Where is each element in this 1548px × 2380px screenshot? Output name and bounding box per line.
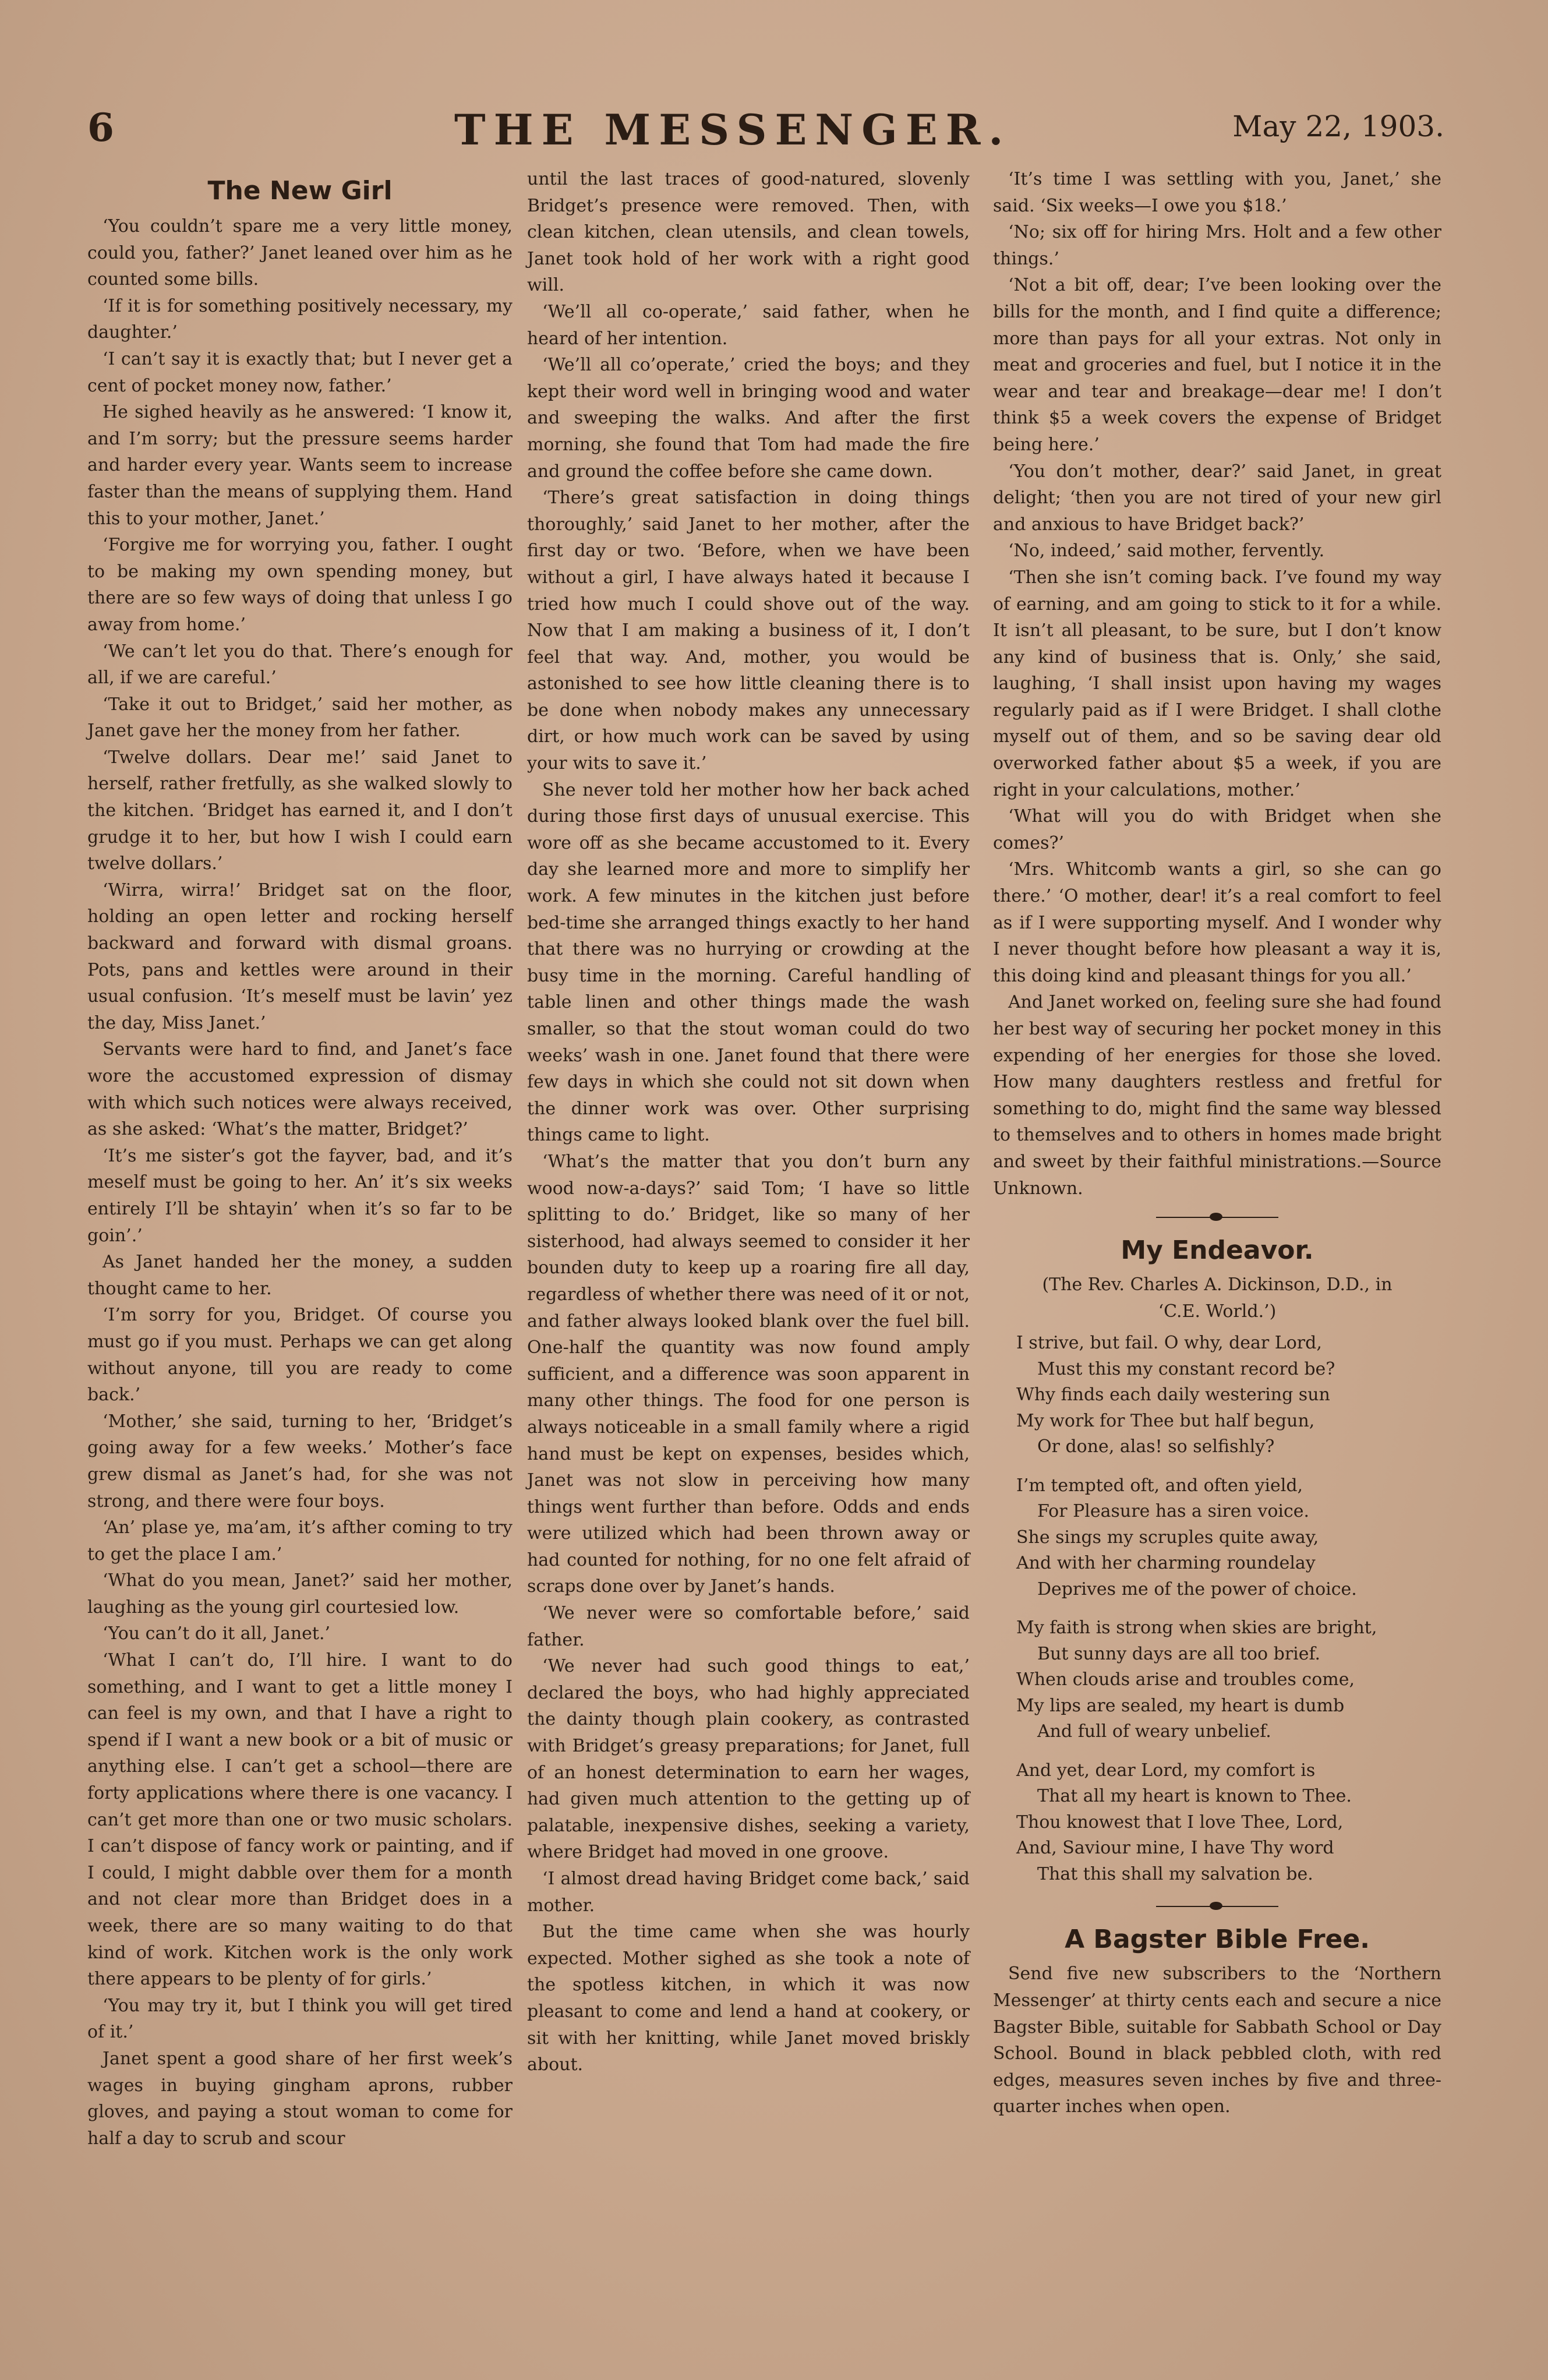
poem-line: But sunny days are all too brief. <box>1037 1643 1321 1664</box>
poem-line: And full of weary unbelief. <box>1037 1721 1271 1742</box>
story-paragraph: ‘I can’t say it is exactly that; but I never get a cent of pocket money now, father.’ <box>87 348 513 396</box>
poem-line: Must this my constant record be? <box>1037 1358 1335 1379</box>
poem-title: My Endeavor. <box>1121 1235 1314 1266</box>
story-paragraph: ‘No; six off for hiring Mrs. Holt and a few other things.’ <box>993 222 1441 269</box>
story-paragraph: ‘We’ll all co’operate,’ cried the boys; and they kept their word well in bringing wood and water and sweeping the walks. And after the first morning, she found that Tom had made the fire and ground the coffee before she came down. <box>527 355 970 482</box>
poem-stanza <box>993 1330 1441 1460</box>
story-paragraph: Servants were hard to find, and Janet’s face wore the accustomed expression of dismay with which such notices were always received, as she asked: ‘What’s the matter, Bridget?’ <box>87 1039 513 1140</box>
story-paragraph: ‘I almost dread having Bridget come back,’ said mother. <box>527 1869 970 1916</box>
section-divider <box>1156 1900 1278 1913</box>
story-continuation <box>993 166 1441 1202</box>
masthead <box>87 105 1444 169</box>
story-paragraph: ‘An’ plase ye, ma’am, it’s afther coming to try to get the place I am.’ <box>87 1517 513 1565</box>
story-paragraph: ‘Wirra, wirra!’ Bridget sat on the floor, holding an open letter and rocking herself backward and forward with dismal groans. Pots, pans and kettles were around in their usual confusion. ‘It’s meself must be lavin’ yez the day, Miss Janet.’ <box>87 880 513 1033</box>
story-paragraph: until the last traces of good-natured, slovenly Bridget’s presence were removed. Then, with clean kitchen, clean utensils, and clean towels, Janet took hold of her work with a right good will. <box>527 169 970 296</box>
paper-title: THE MESSENGER. <box>454 105 1012 154</box>
story-paragraph: ‘Then she isn’t coming back. I’ve found my way of earning, and am going to stick to it for a while. It isn’t all pleasant, to be sure, but I don’t know any kind of business that is. Only,’ she said, laughing, ‘I shall insist upon having my wages regularly paid as if I were Bridget. I shall clothe myself out of them, and so be saving dear old overworked father about $5 a week, if you are right in your calculations, mother.’ <box>993 567 1441 800</box>
poem-line: And yet, dear Lord, my comfort is <box>1016 1760 1316 1781</box>
story-paragraph: ‘You can’t do it all, Janet.’ <box>103 1623 331 1644</box>
story-paragraph: ‘It’s time I was settling with you, Janet,’ she said. ‘Six weeks—I owe you $18.’ <box>993 169 1441 216</box>
poem-body <box>993 1330 1441 1887</box>
poem-line: She sings my scruples quite away, <box>1016 1527 1319 1548</box>
story-paragraph: ‘We never were so comfortable before,’ said father. <box>527 1603 970 1650</box>
poem-line: Why finds each daily westering sun <box>1016 1385 1330 1406</box>
story-paragraph: ‘We can’t let you do that. There’s enough for all, if we are careful.’ <box>87 641 513 688</box>
poem-line: Thou knowest that I love Thee, Lord, <box>1016 1812 1344 1832</box>
story-paragraph: ‘Take it out to Bridget,’ said her mother, as Janet gave her the money from her father. <box>87 694 513 741</box>
poem-byline <box>993 1272 1441 1325</box>
story-paragraph: ‘We never had such good things to eat,’ declared the boys, who had highly appreciated the dainty though plain cookery, as contrasted with Bridget’s greasy preparations; for Janet, full of an honest determination to earn her wages, had given much attention to the getting up of palatable, inexpensive dishes, seeking a variety, where Bridget had moved in one groove. <box>527 1656 970 1863</box>
story-paragraph: As Janet handed her the money, a sudden thought came to her. <box>87 1252 513 1299</box>
story-paragraph: But the time came when she was hourly expected. Mother sighed as she took a note of the spotless kitchen, in which it was now pleasant to come and lend a hand at cookery, or sit with her knitting, while Janet moved briskly about. <box>527 1922 970 2075</box>
poem-line: My lips are sealed, my heart is dumb <box>1016 1695 1345 1716</box>
story-title: The New Girl <box>207 176 393 206</box>
poem-line: I strive, but fail. O why, dear Lord, <box>1016 1333 1322 1354</box>
story-paragraph: Janet spent a good share of her first week’s wages in buying gingham aprons, rubber gloves, and paying a stout woman to come for half a day to scrub and scour <box>87 2048 513 2149</box>
column-2 <box>527 166 970 2078</box>
story-paragraph: ‘What will you do with Bridget when she comes?’ <box>993 806 1441 853</box>
poem-line: And with her charming roundelay <box>1016 1553 1316 1574</box>
story-paragraph: ‘I’m sorry for you, Bridget. Of course you must go if you must. Perhaps we can get along without anyone, till you are ready to come back.’ <box>87 1305 513 1406</box>
column-1 <box>87 169 513 2152</box>
page-number: 6 <box>87 105 114 150</box>
story-paragraph: ‘Twelve dollars. Dear me!’ said Janet to herself, rather fretfully, as she walked slowly to the kitchen. ‘Bridget has earned it, and I don’t grudge it to her, but how I wish I could earn twelve dollars.’ <box>87 747 513 874</box>
story-paragraph: ‘We’ll all co-operate,’ said father, when he heard of her intention. <box>527 301 970 349</box>
story-paragraph: ‘What do you mean, Janet?’ said her mother, laughing as the young girl courtesied low. <box>87 1570 513 1618</box>
story-paragraph: ‘What I can’t do, I’ll hire. I want to do something, and I want to get a little money I can feel is my own, and that I have a right to spend if I want a new book or a bit of music or anything else. I can’t get a school—there are forty applications where there is one vacancy. I can’t get more than one or two music scholars. I can’t dispose of fancy work or painting, and if I could, I might dabble over them for a month and not clear more than Bridget does in a week, there are so many waiting to do that kind of work. Kitchen work is the only work there appears to be plenty of for girls.’ <box>87 1650 513 1990</box>
story-paragraph: And Janet worked on, feeling sure she had found her best way of securing her pocket money in this expending of her energies for those she loved. How many daughters restless and fretful for something to do, might find the same way blessed to themselves and to others in homes made bright and sweet by their faithful ministrations.—Source Unknown. <box>993 992 1441 1199</box>
poem-line: Or done, alas! so selfishly? <box>1037 1436 1275 1457</box>
story-paragraph: ‘Mrs. Whitcomb wants a girl, so she can go there.’ ‘O mother, dear! it’s a real comfort to feel as if I were supporting myself. And I wonder why I never thought before how pleasant a way it is, this doing kind and pleasant things for you all.’ <box>993 859 1441 986</box>
column-3 <box>993 166 1441 2120</box>
poem-byline-line-2: ‘C.E. World.’) <box>1158 1301 1277 1322</box>
poem-line: My work for Thee but half begun, <box>1016 1410 1315 1431</box>
poem-line: Deprives me of the power of choice. <box>1037 1579 1357 1599</box>
story-paragraph: ‘Forgive me for worrying you, father. I ought to be making my own spending money, but there are so few ways of doing that unless I go away from home.’ <box>87 535 513 635</box>
poem-line: My faith is strong when skies are bright, <box>1016 1618 1377 1639</box>
story-paragraph: He sighed heavily as he answered: ‘I know it, and I’m sorry; but the pressure seems harder and harder every year. Wants seem to increase faster than the means of supplying them. Hand this to your mother, Janet.’ <box>87 402 513 529</box>
notice-body: Send five new subscribers to the ‘Northern Messenger’ at thirty cents each and secure a nice Bagster Bible, suitable for Sabbath School or Day School. Bound in black pebbled cloth, with red edges, measures seven inches by five and three-quarter inches when open. <box>993 1964 1441 2117</box>
section-divider <box>1156 1211 1278 1224</box>
story-paragraph: ‘It’s me sister’s got the fayver, bad, and it’s meself must be going to her. An’ it’s six weeks entirely I’ll be shtayin’ when it’s so far to be goin’.’ <box>87 1145 513 1246</box>
poem-byline-line-1: (The Rev. Charles A. Dickinson, D.D., in <box>1042 1274 1393 1295</box>
poem-line: I’m tempted oft, and often yield, <box>1016 1475 1303 1496</box>
story-paragraph: ‘Mother,’ she said, turning to her, ‘Bridget’s going away for a few weeks.’ Mother’s face grew dismal as Janet’s had, for she was not strong, and there were four boys. <box>87 1411 513 1512</box>
story-paragraph: ‘You don’t mother, dear?’ said Janet, in great delight; ‘then you are not tired of your new girl and anxious to have Bridget back?’ <box>993 461 1441 535</box>
poem-stanza <box>993 1473 1441 1603</box>
story-paragraph: ‘There’s great satisfaction in doing things thoroughly,’ said Janet to her mother, after the first day or two. ‘Before, when we have been without a girl, I have always hated it because I tried how much I could shove out of the way. Now that I am making a business of it, I don’t feel that way. And, mother, you would be astonished to see how little cleaning there is to be done when nobody makes any unnecessary dirt, or how much work can be saved by using your wits to save it.’ <box>527 488 970 774</box>
story-paragraph: ‘Not a bit off, dear; I’ve been looking over the bills for the month, and I find quite a difference; more than pays for all your extras. Not only in meat and groceries and fuel, but I notice it in the wear and tear and breakage—dear me! I don’t think $5 a week covers the expense of Bridget being here.’ <box>993 275 1441 455</box>
story-paragraph: She never told her mother how her back ached during those first days of unusual exercise. This wore off as she became accustomed to it. Every day she learned more and more to simplify her work. A few minutes in the kitchen just before bed-time she arranged things exactly to her hand that there was no hurrying or crowding at the busy time in the morning. Careful handling of table linen and other things made the wash smaller, so that the stout woman could do two weeks’ wash in one. Janet found that there were few days in which she could not sit down when the dinner work was over. Other surprising things came to light. <box>527 779 970 1146</box>
story-paragraph: ‘What’s the matter that you don’t burn any wood now-a-days?’ said Tom; ‘I have so little splitting to do.’ Bridget, like so many of her sisterhood, had always seemed to consider it her bounden duty to keep up a roaring fire all day, regardless of whether there was need of it or not, and father always looked blank over the fuel bill. One-half the quantity was now found amply sufficient, and a difference was soon apparent in many other things. The food for one person is always noticeable in a small family where a rigid hand must be kept on expenses, besides which, Janet was not slow in perceiving how many things went further than before. Odds and ends were utilized which had been thrown away or had counted for nothing, for no one felt afraid of scraps done over by Janet’s hands. <box>527 1151 970 1597</box>
story-paragraph: ‘You couldn’t spare me a very little money, could you, father?’ Janet leaned over him as he counted some bills. <box>87 216 513 290</box>
story-paragraph: ‘You may try it, but I think you will get tired of it.’ <box>87 1995 513 2043</box>
notice-title: A Bagster Bible Free. <box>1065 1925 1370 1955</box>
poem-line: That this shall my salvation be. <box>1037 1863 1313 1884</box>
poem-line: When clouds arise and troubles come, <box>1016 1669 1355 1690</box>
poem-stanza <box>993 1758 1441 1888</box>
poem-stanza <box>993 1615 1441 1745</box>
poem-line: That all my heart is known to Thee. <box>1037 1786 1352 1807</box>
story-paragraph: ‘No, indeed,’ said mother, fervently. <box>1008 541 1325 562</box>
poem-line: And, Saviour mine, I have Thy word <box>1016 1838 1334 1859</box>
poem-line: For Pleasure has a siren voice. <box>1037 1501 1310 1522</box>
issue-date: May 22, 1903. <box>1232 110 1444 143</box>
story-paragraph: ‘If it is for something positively necessary, my daughter.’ <box>87 295 513 343</box>
